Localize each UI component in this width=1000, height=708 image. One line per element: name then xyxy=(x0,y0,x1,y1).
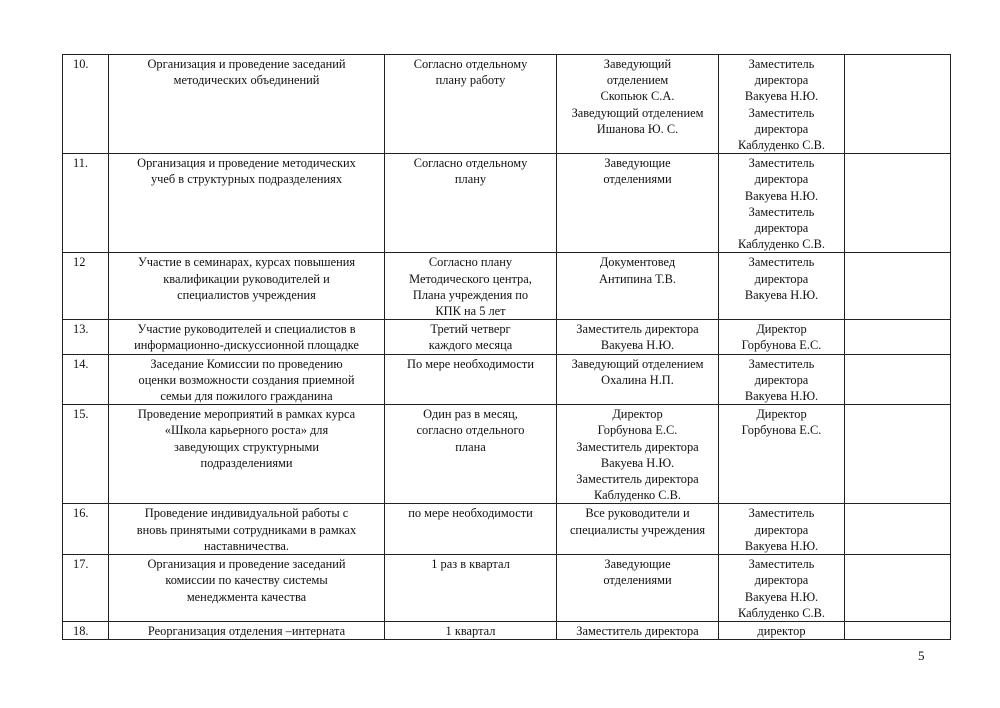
responsible-cell: Все руководители и специалисты учреждения xyxy=(557,504,719,555)
event-cell: Участие в семинарах, курсах повышения квалификации руководителей и специалистов учреждения xyxy=(109,253,385,320)
table-row xyxy=(63,154,951,253)
table-row xyxy=(63,320,951,354)
term-cell: По мере необходимости xyxy=(385,354,557,405)
table-row xyxy=(63,555,951,622)
event-cell: Организация и проведение заседаний комиссии по качеству системы менеджмента качества xyxy=(109,555,385,622)
row-number: 10. xyxy=(63,55,109,154)
event-cell: Проведение индивидуальной работы с вновь принятыми сотрудниками в рамках наставничества. xyxy=(109,504,385,555)
control-cell: директор xyxy=(719,621,845,639)
row-number: 17. xyxy=(63,555,109,622)
responsible-cell: Заведующие отделениями xyxy=(557,555,719,622)
event-cell: Участие руководителей и специалистов в информационно-дискуссионной площадке xyxy=(109,320,385,354)
note-cell xyxy=(845,320,951,354)
note-cell xyxy=(845,405,951,504)
table-row xyxy=(63,405,951,504)
responsible-cell: Директор Горбунова Е.С. Заместитель директора Вакуева Н.Ю. Заместитель директора Каблуденко С.В. xyxy=(557,405,719,504)
term-cell: по мере необходимости xyxy=(385,504,557,555)
note-cell xyxy=(845,154,951,253)
control-cell: Директор Горбунова Е.С. xyxy=(719,320,845,354)
table-row xyxy=(63,253,951,320)
responsible-cell: Заведующие отделениями xyxy=(557,154,719,253)
table-row xyxy=(63,504,951,555)
term-cell: Один раз в месяц, согласно отдельного плана xyxy=(385,405,557,504)
page-number: 5 xyxy=(918,648,925,663)
event-cell: Организация и проведение заседаний методических объединений xyxy=(109,55,385,154)
control-cell: Директор Горбунова Е.С. xyxy=(719,405,845,504)
row-number: 14. xyxy=(63,354,109,405)
note-cell xyxy=(845,621,951,639)
row-number: 12 xyxy=(63,253,109,320)
control-cell: Заместитель директора Вакуева Н.Ю. xyxy=(719,504,845,555)
note-cell xyxy=(845,253,951,320)
term-cell: Согласно отдельному плану работу xyxy=(385,55,557,154)
plan-table xyxy=(62,54,951,640)
term-cell: Третий четверг каждого месяца xyxy=(385,320,557,354)
control-cell: Заместитель директора Вакуева Н.Ю. Заместитель директора Каблуденко С.В. xyxy=(719,154,845,253)
event-cell: Организация и проведение методических учеб в структурных подразделениях xyxy=(109,154,385,253)
event-cell: Проведение мероприятий в рамках курса «Школа карьерного роста» для заведующих структурными подразделениями xyxy=(109,405,385,504)
responsible-cell: Документовед Антипина Т.В. xyxy=(557,253,719,320)
event-cell: Заседание Комиссии по проведению оценки возможности создания приемной семьи для пожилого гражданина xyxy=(109,354,385,405)
responsible-cell: Заведующий отделением Охалина Н.П. xyxy=(557,354,719,405)
row-number: 18. xyxy=(63,621,109,639)
row-number: 11. xyxy=(63,154,109,253)
event-cell: Реорганизация отделения –интерната xyxy=(109,621,385,639)
row-number: 13. xyxy=(63,320,109,354)
table-row xyxy=(63,354,951,405)
term-cell: Согласно плану Методического центра, Плана учреждения по КПК на 5 лет xyxy=(385,253,557,320)
note-cell xyxy=(845,354,951,405)
control-cell: Заместитель директора Вакуева Н.Ю. Каблуденко С.В. xyxy=(719,555,845,622)
note-cell xyxy=(845,504,951,555)
term-cell: 1 квартал xyxy=(385,621,557,639)
row-number: 15. xyxy=(63,405,109,504)
control-cell: Заместитель директора Вакуева Н.Ю. xyxy=(719,253,845,320)
term-cell: 1 раз в квартал xyxy=(385,555,557,622)
table-row xyxy=(63,621,951,639)
note-cell xyxy=(845,555,951,622)
control-cell: Заместитель директора Вакуева Н.Ю. Заместитель директора Каблуденко С.В. xyxy=(719,55,845,154)
term-cell: Согласно отдельному плану xyxy=(385,154,557,253)
note-cell xyxy=(845,55,951,154)
responsible-cell: Заместитель директора xyxy=(557,621,719,639)
control-cell: Заместитель директора Вакуева Н.Ю. xyxy=(719,354,845,405)
responsible-cell: Заведующий отделением Скопьюк С.А. Заведующий отделением Ишанова Ю. С. xyxy=(557,55,719,154)
row-number: 16. xyxy=(63,504,109,555)
table-row xyxy=(63,55,951,154)
responsible-cell: Заместитель директора Вакуева Н.Ю. xyxy=(557,320,719,354)
